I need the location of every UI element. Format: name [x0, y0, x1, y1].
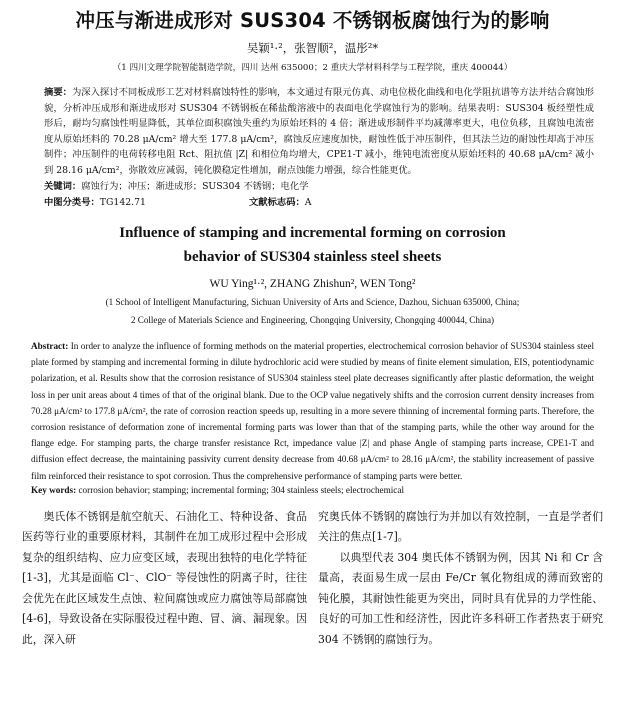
paper-page — [0, 5, 625, 726]
english-affiliation — [14, 294, 611, 329]
chinese-authors: 吴颖¹·²，张智顺²，温彤²* — [246, 41, 379, 55]
clc-value: TG142.71 — [99, 197, 146, 209]
body-paragraph-1-continued: 究奥氏体不锈钢的腐蚀行为并加以有效控制，一直是学者们关注的焦点[1-7]。 — [318, 509, 603, 544]
body-paragraph-1: 奥氏体不锈钢是航空航天、石油化工、特种设备、食品医药等行业的重要原材料，其制件在加工成形过程中会形成复杂的组织结构、应力应变区域，表现出独特的电化学特征[1-3]，尤其是面临 Cl⁻、ClO⁻ 等侵蚀性的阴离子时，往往会优先在此区域发生点蚀、粒间腐蚀或应力腐蚀等局部腐蚀[4-6]，导致设备在实际服役过程中跑、冒、滴、漏现象。因此，深入研 — [22, 509, 307, 646]
chinese-keywords — [44, 179, 594, 195]
english-keywords-label: Key words: — [31, 484, 77, 495]
chinese-keywords-label: 关键词： — [44, 180, 82, 192]
body-columns — [22, 507, 603, 651]
english-title-line1: Influence of stamping and incremental forming on corrosion — [119, 225, 506, 242]
english-keywords — [31, 485, 594, 495]
doc-code-label: 文献标志码： — [249, 197, 305, 209]
body-column-left — [22, 507, 307, 651]
english-authors: WU Ying¹·², ZHANG Zhishun², WEN Tong² — [209, 278, 416, 291]
chinese-affiliation: （1 四川文理学院智能制造学院，四川 达州 635000；2 重庆大学材料科学与工程学院，重庆 400044） — [112, 63, 513, 73]
clc-label: 中图分类号： — [44, 197, 100, 209]
english-abstract-text: In order to analyze the influence of forming methods on the material properties, electrochemical corrosion behavior of SUS304 stainless steel plate formed by stamping and incremental forming in dilute hydrochloric acid were studied by means of finite element simulation, EIS, potentiodynamic polarization, et al. Results show that the corrosion resistance of SUS304 stainless steel plate decreases significantly after plastic deformation, the weight loss in per unit areas about 4 times of that of the original blank. Due to the OCP value negatively shifts and the corrosion current density increases from 70.28 μA/cm² to 177.8 μA/cm², the rate of corrosion reaction speeds up, resulting in a more severe thinning of incremental forming parts. Therefore, the corrosion resistance of deformation zone of incremental forming parts was lower than that of the stamping parts, while the other way around for the flange edge. For stamping parts, the charge transfer resistance Rct, impedance value |Z| and phase Angle of stamping parts increase, CPE1-T and diffusion effect decrease, the maintaining passivity current density decrease from 40.68 μA/cm² to 28.16 μA/cm², the stability increasement of passive film reinforced their resistance to spot corrosion. Thus the comprehensive performance of stamping parts were better. — [31, 341, 594, 481]
english-affiliation-line2: 2 College of Materials Science and Engineering, Chongqing University, Chongqing 400044, China) — [130, 314, 495, 325]
english-abstract-label: Abstract: — [31, 341, 69, 352]
classification-row — [44, 194, 594, 208]
body-column-right — [318, 507, 603, 651]
chinese-abstract-text: 为深入探讨不同板成形工艺对材料腐蚀特性的影响，本文通过有限元仿真、动电位极化曲线和电化学阻抗谱等方法并结合腐蚀形貌，分析冲压成形和渐进成形对 SUS304 不锈钢板在稀盐酸溶液中的表面电化学腐蚀行为的影响。结果表明：SUS304 板经塑性成形后，耐均匀腐蚀性明显降低，其单位面积腐蚀失重约为原始坯料的 4 倍；渐进成形制件平均减薄率更大，电位负移，且腐蚀电流密度从原始坯料的 70.28 μA/cm² 增大至 177.8 μA/cm²，腐蚀反应速度加快，耐蚀性低于冲压制件，但其法兰边的耐蚀性却高于冲压制件；冲压制件的电荷转移电阻 Rct、阻抗值 |Z| 和相位角均增大，CPE1-T 减小，维钝电流密度从原始坯料的 40.68 μA/cm² 减小到 28.16 μA/cm²，弥散效应减弱，钝化膜稳定性增加，耐点蚀能力增强，综合性能更优。 — [44, 87, 594, 176]
english-affiliation-line1: (1 School of Intelligent Manufacturing, Sichuan University of Arts and Science, Dazhou, Sichuan 635000, China; — [105, 297, 520, 308]
body-paragraph-2: 以典型代表 304 奥氏体不锈钢为例，因其 Ni 和 Cr 含量高，表面易生成一层由 Fe/Cr 氧化物组成的薄而致密的钝化膜，其耐蚀性能更为突出，同时具有优异的力学性能、良好的可加工性和经济性，因此许多科研工作者热衷于研究 304 不锈钢的腐蚀行为。 — [318, 550, 603, 646]
chinese-abstract — [44, 85, 594, 179]
english-abstract — [31, 338, 594, 484]
chinese-title: 冲压与渐进成形对 SUS304 不锈钢板腐蚀行为的影响 — [75, 9, 550, 32]
doc-code-value: A — [304, 197, 312, 209]
english-title-line2: behavior of SUS304 stainless steel sheets — [183, 249, 442, 266]
chinese-abstract-label: 摘要： — [44, 87, 72, 98]
english-keywords-text: corrosion behavior; stamping; incremental forming; 304 stainless steels; electrochemical — [78, 484, 405, 495]
chinese-keywords-text: 腐蚀行为；冲压；渐进成形；SUS304 不锈钢；电化学 — [81, 180, 309, 192]
english-title — [14, 221, 611, 269]
